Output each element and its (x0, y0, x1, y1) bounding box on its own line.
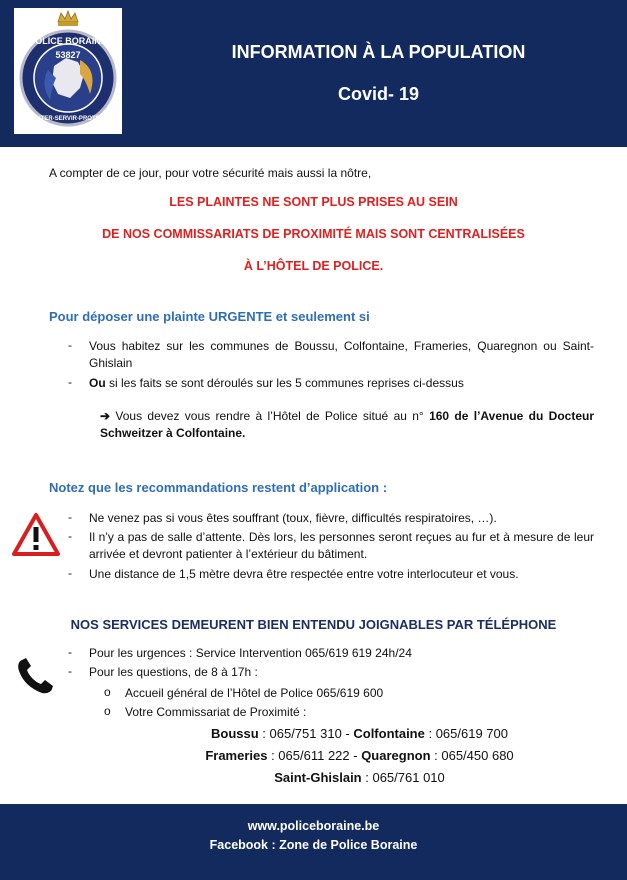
svg-text:POLICE BORAINE: POLICE BORAINE (29, 36, 107, 46)
recommendation-item-2: Il n’y a pas de salle d’attente. Dès lors, les personnes seront reçues au fur et à mesure de leur arrivée et devront patienter à l’extérieur du bâtiment. (89, 530, 594, 561)
page-title: INFORMATION À LA POPULATION (231, 42, 526, 62)
bullet-dash: - (68, 645, 72, 659)
bullet-dash: - (68, 510, 72, 524)
urgent-item-1: Vous habitez sur les communes de Boussu, Colfontaine, Frameries, Quaregnon ou Saint-Ghislain (89, 339, 594, 370)
phone-line-boussu-colfontaine: Boussu : 065/751 310 - Colfontaine : 065/619 700 (211, 726, 508, 741)
circle-bullet: o (104, 704, 111, 718)
circle-bullet: o (104, 685, 111, 699)
phone-line-frameries-quaregnon: Frameries : 065/611 222 - Quaregnon : 065/450 680 (205, 748, 514, 763)
warning-icon (12, 512, 60, 557)
intro-text: A compter de ce jour, pour votre sécurité mais aussi la nôtre, (49, 166, 372, 180)
bullet-dash: - (68, 566, 72, 580)
services-sub-2: Votre Commissariat de Proximité : (125, 705, 307, 719)
arrow-icon: ➔ (100, 409, 111, 423)
svg-text:53827: 53827 (55, 50, 81, 60)
page-subtitle: Covid- 19 (337, 84, 420, 104)
bullet-dash: - (68, 529, 72, 543)
recommendation-item-3: Une distance de 1,5 mètre devra être respectée entre votre interlocuteur et vous. (89, 567, 519, 581)
recommendation-item-1: Ne venez pas si vous êtes souffrant (toux, fièvre, difficultés respiratoires, …). (89, 511, 497, 525)
notice-line-3: À L’HÔTEL DE POLICE. (243, 259, 384, 273)
police-badge-icon (14, 8, 122, 134)
svg-text:ECOUTER-SERVIR-PROTEGER: ECOUTER-SERVIR-PROTEGER (23, 116, 113, 122)
services-heading: NOS SERVICES DEMEURENT BIEN ENTENDU JOIGNABLES PAR TÉLÉPHONE (70, 617, 557, 632)
notice-line-2: DE NOS COMMISSARIATS DE PROXIMITÉ MAIS SONT CENTRALISÉES (102, 227, 525, 241)
website-link[interactable]: www.policeboraine.be (247, 819, 380, 833)
footer-banner (0, 804, 627, 880)
services-item-1: Pour les urgences : Service Intervention 065/619 619 24h/24 (89, 646, 412, 660)
urgent-heading: Pour déposer une plainte URGENTE et seulement si (49, 309, 370, 324)
facebook-text: Facebook : Zone de Police Boraine (209, 838, 418, 852)
services-sub-1: Accueil général de l’Hôtel de Police 065/619 600 (125, 686, 384, 700)
bullet-dash: - (68, 664, 72, 678)
urgent-item-2: Ou si les faits se sont déroulés sur les 5 communes reprises ci-dessus (89, 376, 464, 390)
phone-icon (16, 657, 56, 695)
bullet-dash: - (68, 338, 72, 352)
bullet-dash: - (68, 375, 72, 389)
phone-line-saint-ghislain: Saint-Ghislain : 065/761 010 (274, 770, 445, 785)
header-banner (0, 0, 627, 147)
arrow-instruction: ➔ Vous devez vous rendre à l’Hôtel de Police situé au n° 160 de l’Avenue du Docteur Schweitzer à Colfontaine. (100, 409, 594, 440)
recommendations-heading: Notez que les recommandations restent d’application : (49, 480, 388, 495)
police-logo (14, 8, 122, 134)
notice-line-1: LES PLAINTES NE SONT PLUS PRISES AU SEIN (169, 195, 458, 209)
services-item-2: Pour les questions, de 8 à 17h : (89, 665, 258, 679)
